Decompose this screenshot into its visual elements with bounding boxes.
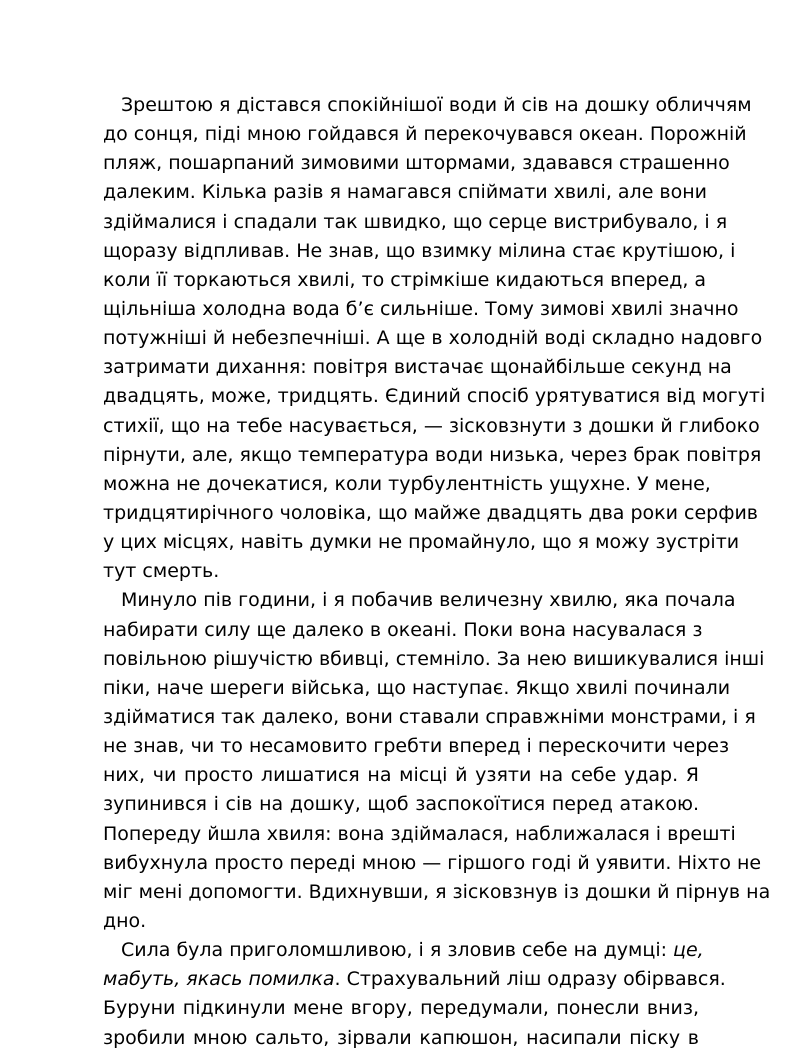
text-line: них, чи просто лишатися на місці й узяти на себе удар. Я xyxy=(103,764,699,787)
text-line: коли її торкаються хвилі, то стрімкіше кидаються вперед, а xyxy=(103,268,707,291)
text-line: повільною рішучістю вбивці, стемніло. За нею вишикувалися інші xyxy=(103,647,765,670)
text-segment: Сила була приголомшливою, і я зловив себе на думці: xyxy=(121,939,667,962)
text-line: Попереду йшла хвиля: вона здіймалася, наближалася і врешті xyxy=(103,822,736,845)
italic-text: це, xyxy=(673,939,704,962)
text-line: двадцять, може, тридцять. Єдиний спосіб урятуватися від могуті xyxy=(103,385,766,408)
text-line: пляж, пошарпаний зимовими штормами, здавався страшенно xyxy=(103,152,730,175)
text-line: здійматися так далеко, вони ставали справжніми монстрами, і я xyxy=(103,705,756,728)
text-line: Буруни підкинули мене вгору, передумали, понесли вниз, xyxy=(103,997,699,1020)
text-line: пірнути, але, якщо температура води низька, через брак повітря xyxy=(103,443,762,466)
text-line: здіймалися і спадали так швидко, що серце вистрибувало, і я xyxy=(103,210,728,233)
text-line: далеким. Кілька разів я намагався спіймати хвилі, але вони xyxy=(103,181,708,204)
text-line: можна не дочекатися, коли турбулентність ущухне. У мене, xyxy=(103,472,711,495)
text-line: стихії, що на тебе насувається, — зісковзнути з дошки й глибоко xyxy=(103,414,760,437)
text-line: Зрештою я дістався спокійнішої води й сів на дошку обличчям xyxy=(121,94,752,116)
text-line: зробили мною сальто, зірвали капюшон, насипали піску в xyxy=(103,1026,699,1049)
text-line: дно. xyxy=(103,909,147,932)
text-line: набирати силу ще далеко в океані. Поки вона насувалася з xyxy=(103,618,703,641)
text-line: не знав, чи то несамовито гребти вперед і перескочити через xyxy=(103,735,730,758)
text-segment: . Страхувальний ліш одразу обірвався. xyxy=(334,968,726,991)
paragraph-1 xyxy=(103,91,766,586)
text-line xyxy=(103,936,704,965)
italic-text: мабуть, якась помилка xyxy=(103,968,335,991)
text-line: вибухнула просто переді мною — гіршого годі й уявити. Ніхто не xyxy=(103,851,762,874)
paragraph-3 xyxy=(103,936,726,1053)
text-line: зупинився і сів на дошку, щоб заспокоїтися перед атакою. xyxy=(103,793,699,816)
text-line: тут смерть. xyxy=(103,560,220,583)
text-line: до сонця, піді мною гойдався й перекочувався океан. Порожній xyxy=(103,123,747,146)
text-line: міг мені допомогти. Вдихнувши, я зісковзнув із дошки й пірнув на xyxy=(103,880,771,903)
body-text xyxy=(103,91,771,1053)
paragraph-2 xyxy=(103,586,771,936)
text-line: піки, наче шереги війська, що наступає. Якщо хвилі починали xyxy=(103,676,731,699)
text-line: потужніші й небезпечніші. А ще в холодній воді складно надовго xyxy=(103,327,763,350)
text-line: Минуло пів години, і я побачив величезну хвилю, яка почала xyxy=(121,589,736,612)
text-line: щільніша холодна вода б’є сильніше. Тому зимові хвилі значно xyxy=(103,297,739,320)
text-line: затримати дихання: повітря вистачає щонайбільше секунд на xyxy=(103,356,732,379)
text-line: щоразу відпливав. Не знав, що взимку мілина стає крутішою, і xyxy=(103,239,736,262)
text-line: у цих місцях, навіть думки не промайнуло, що я можу зустріти xyxy=(103,531,740,554)
text-line: тридцятирічного чоловіка, що майже двадцять два роки серфив xyxy=(103,501,759,524)
text-line xyxy=(103,965,726,994)
